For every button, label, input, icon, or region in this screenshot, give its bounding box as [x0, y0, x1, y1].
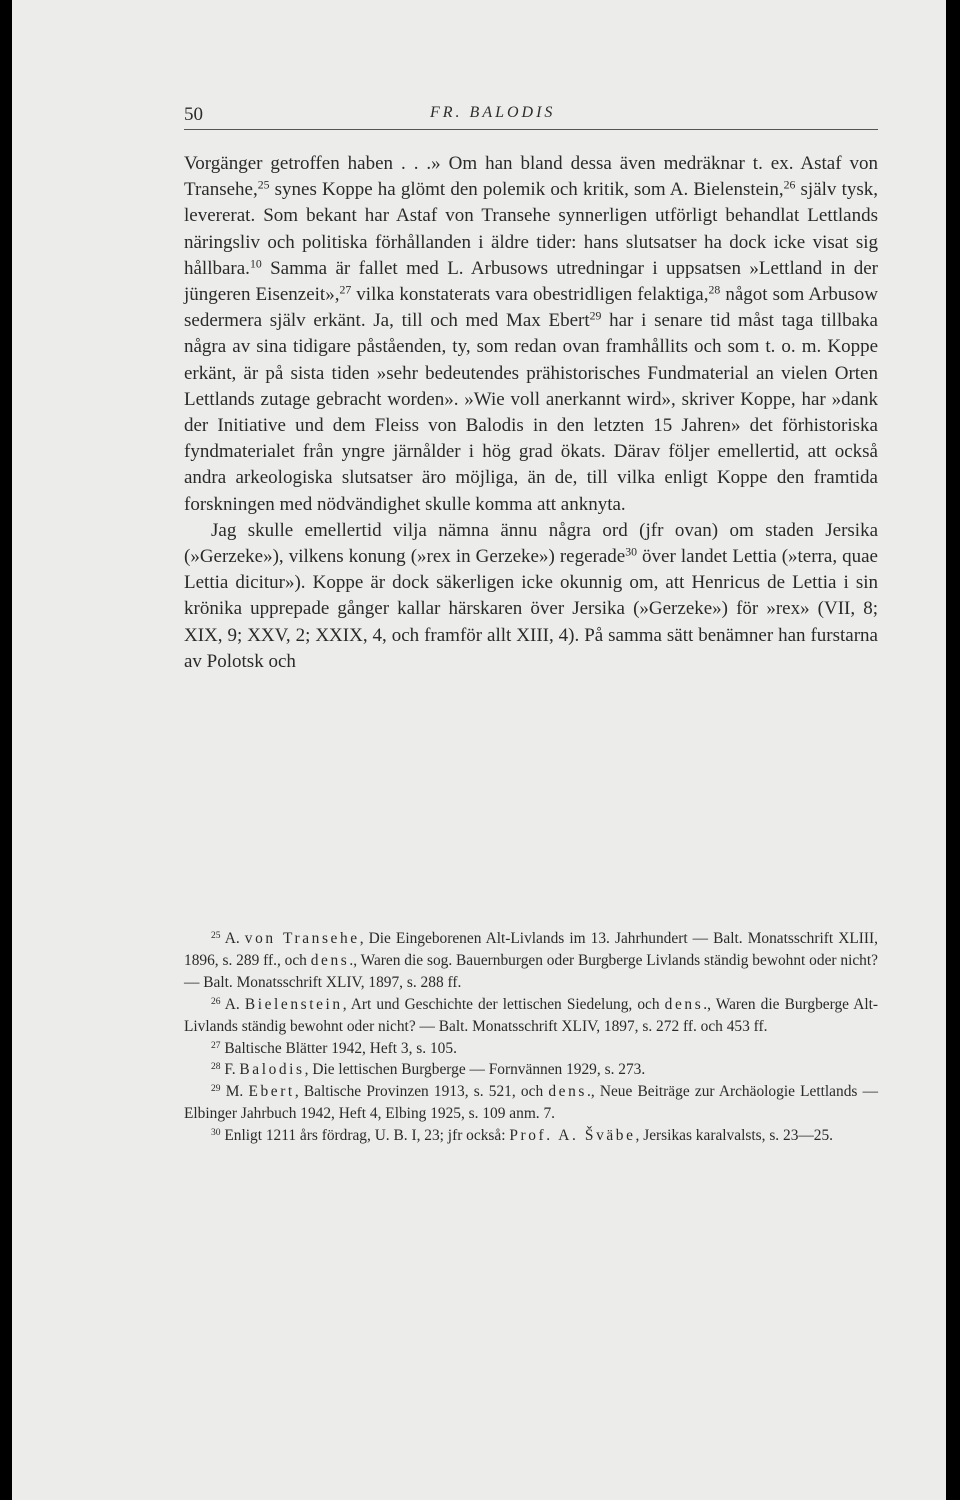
footnote-text: , Die lettischen Burgberge — Fornvännen 1929, s. 273. — [304, 1061, 646, 1079]
footnote-26 — [184, 994, 878, 1038]
footnote-25 — [184, 928, 878, 994]
footnote-text: A. — [224, 930, 245, 947]
footnote-text: ., Neue Beiträge zur Archäologie Lettlands — Elbinger Jahrbuch 1942, Heft 4, Elbing 1925, s. 109 anm. 7. — [184, 1083, 878, 1123]
footnote-30 — [184, 1125, 878, 1147]
footnote-author: dens — [310, 951, 350, 969]
footnote-28 — [184, 1059, 878, 1081]
footnote-ref-28: 28 — [708, 283, 721, 297]
book-page — [12, 0, 946, 1500]
footnote-ref-26: 26 — [783, 178, 796, 192]
footnote-ref-27: 27 — [339, 283, 352, 297]
running-head: FR. BALODIS — [430, 104, 556, 121]
footnote-author: Balodis — [239, 1061, 305, 1079]
footnote-author: dens — [548, 1083, 587, 1101]
footnote-ref-25: 25 — [257, 178, 270, 192]
footnote-29 — [184, 1081, 878, 1125]
text-run: över landet Lettia (»terra, quae Lettia dicitur»). Koppe är dock säkerligen icke okunnig om, att Henricus de Lettia i sin krönika upprepade gånger kallar härskaren över Jersika (»Gerzeke») för »rex» (VII, 8; XIX, 9; XXV, 2; XXIX, 4, och framför allt XIII, 4). På samma sätt benämner han furstarna av Polotsk och — [184, 546, 878, 672]
header-rule — [184, 129, 878, 130]
text-run: synes Koppe ha glömt den polemik och kritik, som A. Bielenstein, — [269, 179, 784, 201]
footnote-text: , Baltische Provinzen 1913, s. 521, och — [294, 1083, 549, 1101]
text-run: Vorgänger getroffen haben . . .» Om han bland dessa även medräknar t. ex. Astaf von Transehe, — [184, 153, 878, 201]
footnote-author: Ebert — [248, 1083, 295, 1101]
footnote-number: 27 — [211, 1039, 221, 1051]
footnotes — [184, 928, 878, 1147]
page-number: 50 — [184, 104, 203, 125]
footnote-text: , Die Eingeborenen Alt-Livlands im 13. Jahrhundert — Balt. Monatsschrift XLIII, 1896, s. 289 ff., och — [184, 930, 878, 969]
footnote-text: M. — [225, 1083, 249, 1101]
footnote-text: ., Waren die sog. Bauernburgen oder Burgberge Livlands ständig bewohnt oder nicht? — Balt. Monatsschrift XLIV, 1897, s. 288 ff. — [184, 951, 878, 991]
footnote-number: 26 — [211, 995, 221, 1007]
paragraph-1 — [184, 151, 878, 518]
footnote-text: , Jersikas karalvalsts, s. 23—25. — [635, 1127, 834, 1145]
text-run: något som Arbusow sedermera själv erkänt. Ja, till och med Max Ebert — [184, 284, 879, 332]
footnote-text: Enligt 1211 års fördrag, U. B. I, 23; jfr också: — [224, 1127, 510, 1145]
footnote-number: 25 — [211, 929, 221, 941]
footnote-text: Baltische Blätter 1942, Heft 3, s. 105. — [224, 1039, 457, 1057]
main-text — [184, 151, 878, 675]
footnote-ref-29: 29 — [589, 309, 602, 323]
footnote-number: 29 — [211, 1083, 221, 1095]
footnote-ref-30: 30 — [625, 545, 637, 559]
footnote-number: 28 — [211, 1061, 221, 1073]
footnote-ref-10: 10 — [249, 257, 262, 271]
paragraph-2 — [184, 518, 878, 675]
footnote-author: Prof. A. Šväbe — [509, 1127, 636, 1145]
text-run: Samma är fallet med L. Arbusows utredningar i uppsatsen »Lettland in der jüngeren Eisenzeit», — [184, 257, 878, 306]
footnote-27 — [184, 1038, 878, 1060]
footnote-text: F. — [224, 1061, 240, 1079]
text-run: vilka konstaterats vara obestridligen felaktiga, — [351, 284, 709, 306]
text-run: Jag skulle emellertid vilja nämna ännu några ord (jfr ovan) om staden Jersika (»Gerzeke»), vilkens konung (»rex in Gerzeke») regerade — [184, 519, 878, 568]
footnote-text: A. — [224, 995, 245, 1013]
footnote-text: , Art und Geschichte der lettischen Siedelung, och — [342, 995, 665, 1013]
footnote-author: dens — [664, 995, 704, 1013]
footnote-number: 30 — [211, 1126, 221, 1138]
text-run: har i senare tid måst taga tillbaka några av sina tidigare påståenden, ty, som redan ovan framhållits och som t. o. m. Koppe erkänt, är på sista tiden »sehr bedeutendes prähistorisches Fundmaterial an vielen Orten Lettlands zutage gebracht worden». »Wie voll anerkannt wird», skriver Koppe, har »dank der Initiative und dem Fleiss von Balodis in den letzten 15 Jahren» det förhistoriska fyndmaterialet från yngre järnålder i hög grad ökats. Därav följer emellertid, att också andra arkeologiska slutsatser äro möjliga, än de, till vilka enligt Koppe den framtida forskningen med nödvändighet skulle komma att anknyta. — [184, 310, 878, 515]
page-header — [184, 104, 878, 132]
footnote-author: Bielenstein — [244, 995, 343, 1013]
footnote-author: von Transehe — [244, 930, 360, 947]
footnote-text: ., Waren die Burgberge Alt-Livlands ständig bewohnt oder nicht? — Balt. Monatsschrift XLIV, 1897, s. 272 ff. och 453 ff. — [184, 995, 879, 1035]
text-run: själv tysk, levererat. Som bekant har Astaf von Transehe synnerligen utförligt behandlat Lettlands näringsliv och politiska förhållanden i äldre tider: hans slutsatser ha dock icke visat sig hållbara. — [184, 179, 878, 279]
